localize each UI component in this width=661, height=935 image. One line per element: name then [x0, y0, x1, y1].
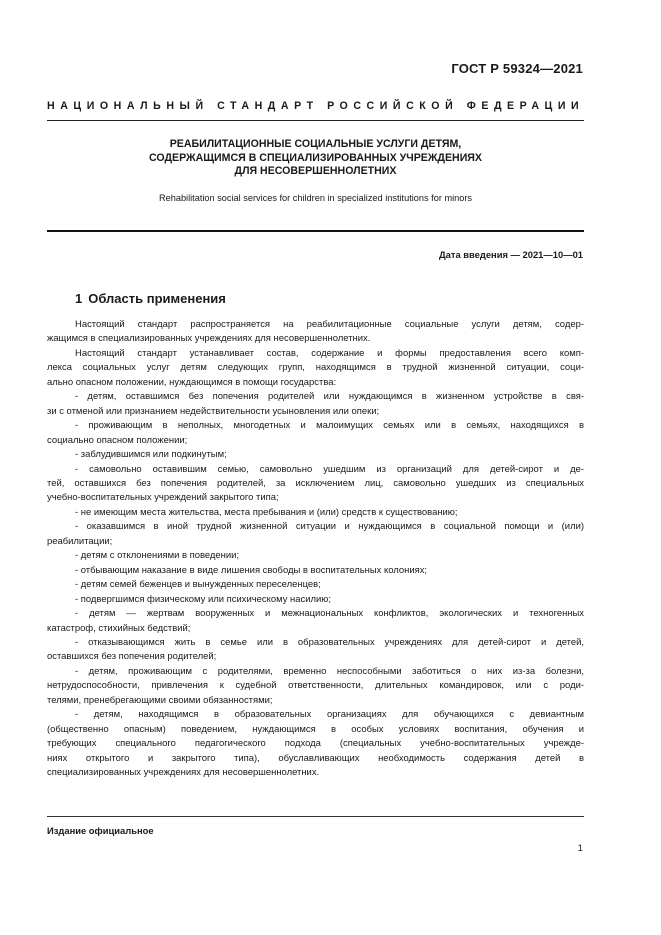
text-line: Настоящий стандарт распространяется на реабилитационные социальные услуги детям, содер- [75, 319, 584, 330]
text-line: зи с отменой или признанием недействительности усыновления или опеки; [47, 405, 380, 417]
section-heading [75, 291, 226, 306]
text-line: ниях открытого и закрытого типа), обуславливающих необходимость содержания детей в [47, 752, 584, 764]
body-paragraph [47, 318, 584, 347]
text-line: - детям с отклонениями в поведении; [75, 550, 240, 562]
list-item [47, 636, 584, 665]
text-line: лекса социальных услуг детям следующих групп, находящимся в трудной жизненной ситуации, соци- [47, 362, 584, 374]
text-line: Настоящий стандарт устанавливает состав, содержание и формы предоставления всего комп- [75, 347, 584, 359]
text-line: - отбывающим наказание в виде лишения свободы в воспитательных колониях; [75, 564, 428, 576]
text-line: ально опасном положении, нуждающимся в помощи государства: [47, 376, 337, 388]
text-line: реабилитации; [47, 535, 113, 547]
section-body [47, 318, 584, 781]
text-line: - подвергшимся физическому или психическому насилию; [75, 593, 331, 605]
text-line: специализированных учреждениях для несовершеннолетних. [47, 767, 320, 779]
list-item [47, 390, 584, 419]
title-line: СОДЕРЖАЩИМСЯ В СПЕЦИАЛИЗИРОВАННЫХ УЧРЕЖДЕНИЯХ [149, 151, 482, 164]
list-item [47, 463, 584, 506]
national-standard-banner: НАЦИОНАЛЬНЫЙ СТАНДАРТ РОССИЙСКОЙ ФЕДЕРАЦИИ [47, 100, 585, 112]
text-line: - отказывающимся жить в семье или в образовательных учреждениях для детей-сирот и детей, [75, 636, 584, 648]
text-line: - детям, оставшимся без попечения родителей или нуждающимся в жизненном устройстве в свя- [75, 391, 584, 403]
list-item [47, 448, 584, 462]
section-title: Область применения [88, 291, 226, 306]
text-line: телями, пренебрегающими своими обязанностями; [47, 694, 273, 706]
english-title: Rehabilitation social services for children in specialized institutions for minors [158, 193, 473, 203]
introduction-date: Дата введения — 2021—10—01 [438, 249, 583, 260]
text-line: требующих специального педагогического подхода (специальных учебно-воспитательных учрежде- [47, 738, 584, 750]
header-divider [47, 120, 584, 121]
title-line: РЕАБИЛИТАЦИОННЫЕ СОЦИАЛЬНЫЕ УСЛУГИ ДЕТЯМ, [169, 138, 462, 150]
text-line: - детям семей беженцев и вынужденных переселенцев; [75, 579, 321, 591]
official-edition-label: Издание официальное [47, 825, 154, 836]
list-item [47, 665, 584, 708]
list-item [47, 607, 584, 636]
section-number: 1 [75, 291, 83, 306]
text-line: (общественно опасным) поведением, нуждающимся в особых условиях воспитания, обучения и [47, 723, 584, 735]
standard-title [47, 138, 584, 179]
list-item [47, 419, 584, 448]
text-line: социально опасном положении; [47, 434, 188, 446]
document-number: ГОСТ Р 59324—2021 [451, 61, 583, 76]
list-item [47, 708, 584, 780]
list-item [47, 564, 584, 578]
body-paragraph [47, 347, 584, 390]
list-item [47, 578, 584, 592]
title-line: ДЛЯ НЕСОВЕРШЕННОЛЕТНИХ [234, 165, 397, 177]
text-line: оставшихся без попечения родителей; [47, 651, 217, 663]
text-line: - заблудившимся или подкинутым; [75, 449, 227, 461]
text-line: катастроф, стихийных бедствий; [47, 622, 191, 634]
text-line: - детям, находящимся в образовательных организациях для обучающихся с девиантным [75, 709, 584, 721]
text-line: - проживающим в неполных, многодетных и малоимущих семьях или в семьях, находящихся в [75, 420, 584, 432]
text-line: - оказавшимся в иной трудной жизненной ситуации и нуждающимся в социальной помощи и (или) [75, 521, 584, 533]
footer-divider [47, 816, 584, 817]
text-line: нетрудоспособности, привлечения к судебной ответственности, длительных командировок, или с роди- [47, 680, 584, 692]
text-line: - детям — жертвам вооруженных и межнациональных конфликтов, экологических и техногенных [75, 608, 584, 620]
text-line: учебно-воспитательных учреждений закрытого типа; [47, 492, 279, 504]
title-divider [47, 230, 584, 232]
list-item [47, 593, 584, 607]
text-line: - детям, проживающим с родителями, временно неспособными заботиться о них из-за болезни, [75, 665, 584, 677]
text-line: - самовольно оставившим семью, самовольно ушедшим из организаций для детей-сирот и де- [75, 463, 584, 475]
text-line: - не имеющим места жительства, места пребывания и (или) средств к существованию; [75, 506, 458, 518]
list-item [47, 520, 584, 549]
page-number: 1 [577, 843, 583, 854]
text-line: тей, оставшихся без попечения родителей, за исключением лиц, самовольно ушедших из специальных [47, 477, 584, 489]
list-item [47, 506, 584, 520]
text-line: жащимся в специализированных учреждениях для несовершеннолетних. [47, 333, 371, 345]
list-item [47, 549, 584, 563]
